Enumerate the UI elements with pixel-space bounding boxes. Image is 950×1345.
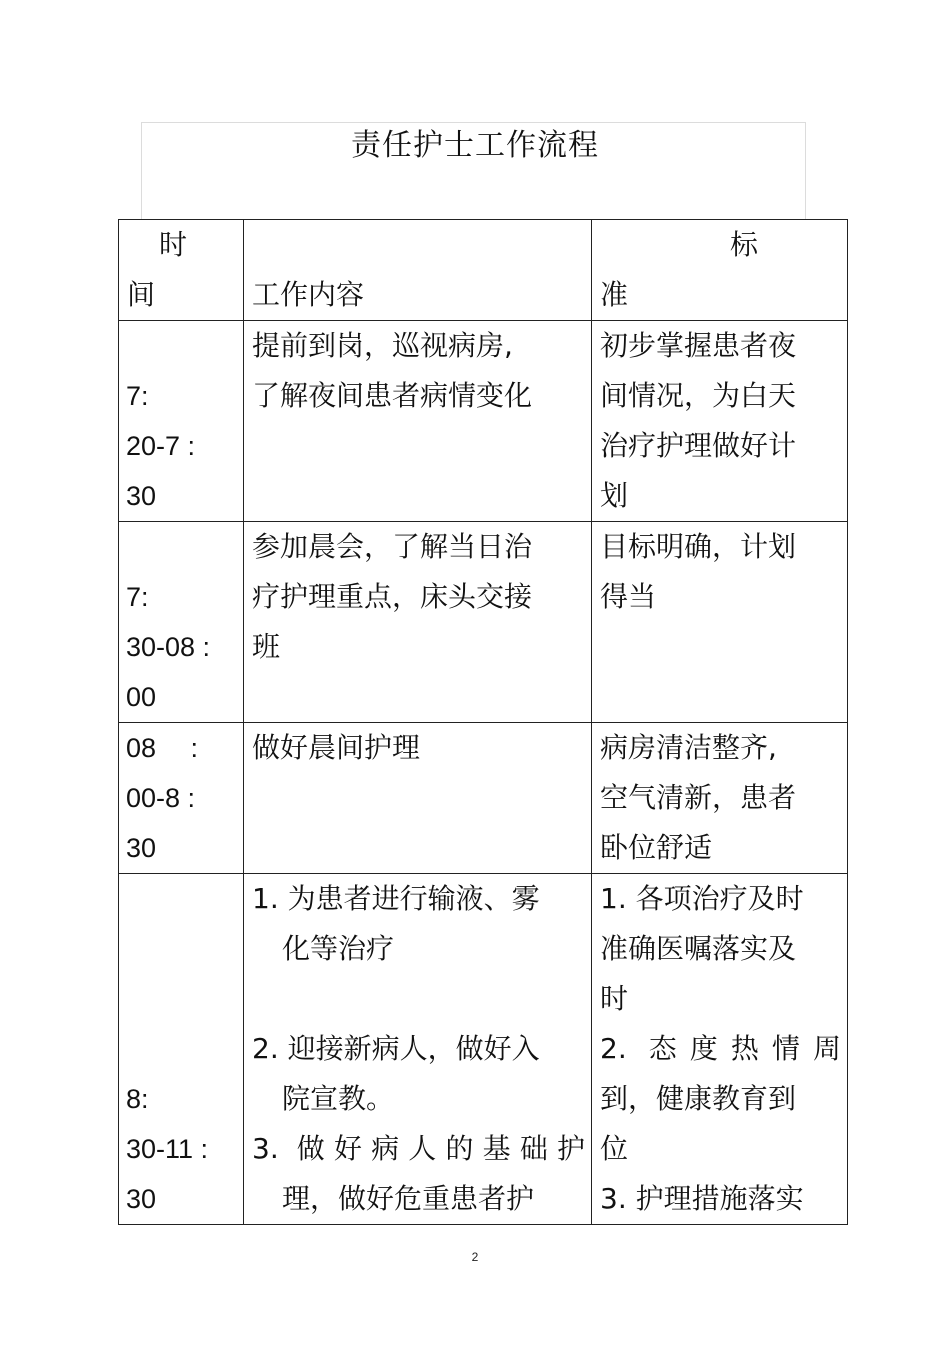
standard-cell xyxy=(592,874,848,1225)
standard-line: 准确医嘱落实及 xyxy=(600,932,797,965)
header-time-line1: 时 xyxy=(159,228,188,261)
time-cell xyxy=(119,522,244,723)
standard-line: 治疗护理做好计 xyxy=(600,429,797,462)
content-line: 化等治疗 xyxy=(282,932,395,965)
time-line: 20-7 : xyxy=(126,431,196,461)
standard-line: 2. 态度热情周 xyxy=(600,1032,841,1065)
time-line: 00 xyxy=(126,682,157,712)
content-cell xyxy=(244,522,592,723)
standard-line: 间情况，为白天 xyxy=(600,379,797,412)
content-cell xyxy=(244,874,592,1225)
time-cell xyxy=(119,874,244,1225)
header-content-label: 工作内容 xyxy=(252,278,365,311)
table-row xyxy=(119,723,848,874)
time-line: 08 : xyxy=(126,733,199,763)
content-line: 理，做好危重患者护 xyxy=(282,1182,535,1215)
time-line: 30 xyxy=(126,481,157,511)
standard-line: 得当 xyxy=(600,580,657,613)
content-line: 院宣教。 xyxy=(282,1082,395,1115)
header-standard-line1: 标 xyxy=(730,228,759,261)
standard-line: 病房清洁整齐, xyxy=(600,731,777,764)
content-line: 2. 迎接新病人，做好入 xyxy=(252,1032,540,1065)
standard-line: 目标明确，计划 xyxy=(600,530,797,563)
time-line: 30-08 : xyxy=(126,632,211,662)
time-line: 00-8 : xyxy=(126,783,196,813)
content-line: 3. 做好病人的基础护 xyxy=(252,1132,585,1165)
content-line: 参加晨会，了解当日治 xyxy=(252,530,533,563)
standard-line: 划 xyxy=(600,479,629,512)
header-content xyxy=(244,220,592,321)
content-cell xyxy=(244,723,592,874)
header-time xyxy=(119,220,244,321)
table-row xyxy=(119,522,848,723)
time-line: 30 xyxy=(126,833,157,863)
standard-line: 卧位舒适 xyxy=(600,831,713,864)
time-cell xyxy=(119,723,244,874)
time-line: 8: xyxy=(126,1084,149,1114)
content-line: 班 xyxy=(252,630,281,663)
header-standard-line2: 准 xyxy=(600,278,629,311)
content-line: 了解夜间患者病情变化 xyxy=(252,379,533,412)
page-title: 责任护士工作流程 xyxy=(351,128,599,163)
workflow-table xyxy=(118,219,848,1225)
page-number: 2 xyxy=(471,1250,479,1264)
content-line: 1. 为患者进行输液、雾 xyxy=(252,882,540,915)
content-line: 提前到岗，巡视病房, xyxy=(252,329,513,362)
time-line: 30-11 : xyxy=(126,1134,209,1164)
content-line: 疗护理重点，床头交接 xyxy=(252,580,533,613)
content-cell xyxy=(244,321,592,522)
time-line: 7: xyxy=(126,381,149,411)
standard-cell xyxy=(592,723,848,874)
content-line: 做好晨间护理 xyxy=(252,731,421,764)
standard-cell xyxy=(592,321,848,522)
time-line: 30 xyxy=(126,1184,157,1214)
standard-line: 时 xyxy=(600,982,629,1015)
table-header-row xyxy=(119,220,848,321)
content-spacer xyxy=(244,974,591,1024)
standard-cell xyxy=(592,522,848,723)
time-cell xyxy=(119,321,244,522)
standard-line: 1. 各项治疗及时 xyxy=(600,882,804,915)
table-row xyxy=(119,874,848,1225)
standard-line: 到，健康教育到 xyxy=(600,1082,797,1115)
header-time-line2: 间 xyxy=(127,278,156,311)
standard-line: 3. 护理措施落实 xyxy=(600,1182,804,1215)
time-line: 7: xyxy=(126,582,149,612)
standard-line: 位 xyxy=(600,1132,629,1165)
table-row xyxy=(119,321,848,522)
standard-line: 空气清新，患者 xyxy=(600,781,797,814)
header-standard xyxy=(592,220,848,321)
standard-line: 初步掌握患者夜 xyxy=(600,329,797,362)
